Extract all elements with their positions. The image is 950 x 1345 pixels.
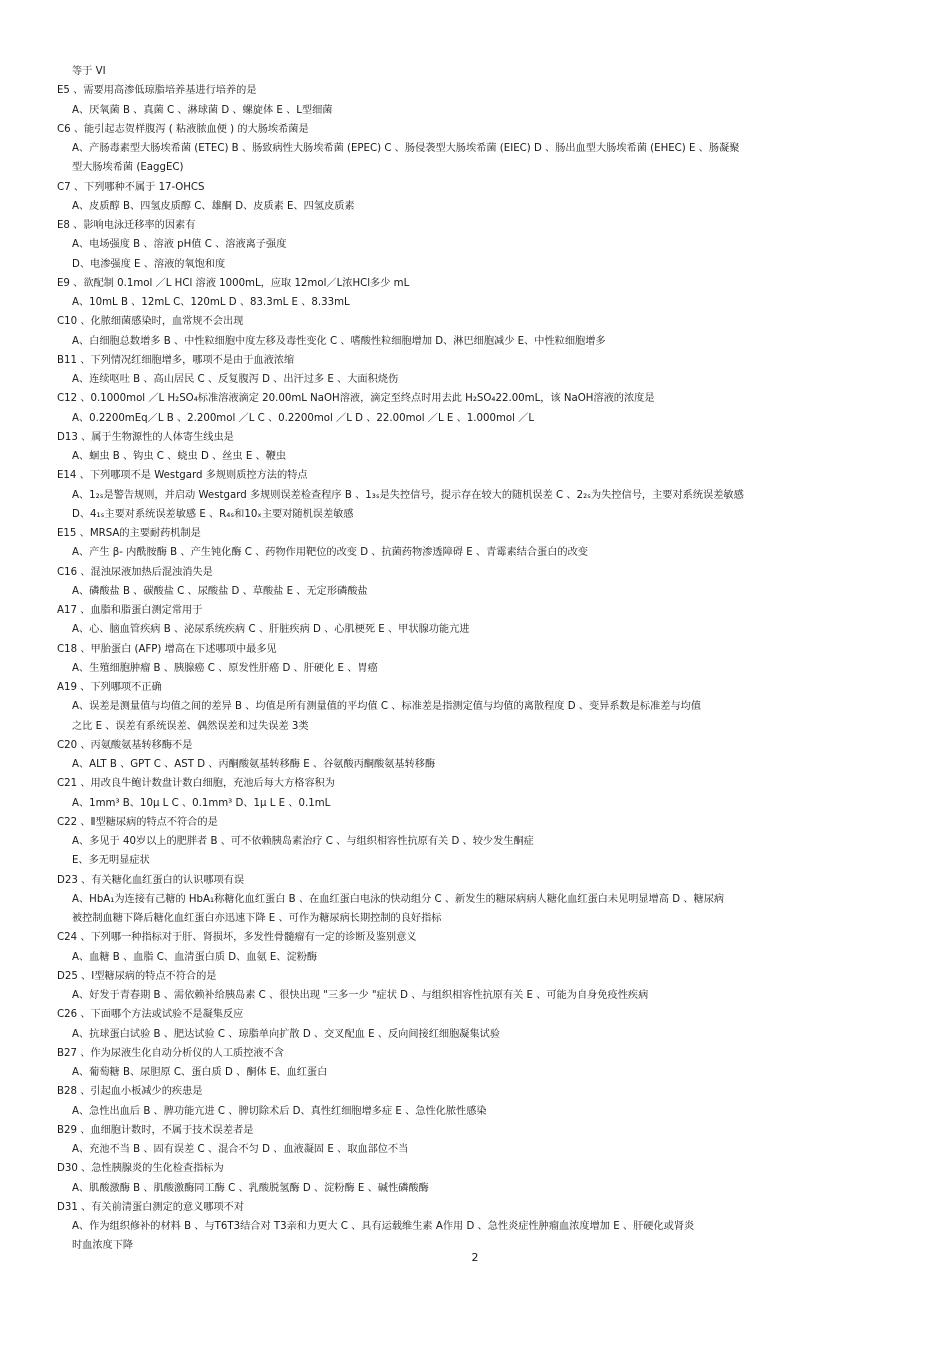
question-stem: C26 、下面哪个方法或试验不是凝集反应 <box>57 1009 244 1021</box>
option-line: E、多无明显症状 <box>72 855 150 867</box>
question-stem: B11 、下列情况红细胞增多，哪项不是由于血液浓缩 <box>57 354 295 366</box>
option-line: A、10mL B 、12mL C、120mL D 、83.3mL E 、8.33mL <box>72 297 350 308</box>
question-stem: C6 、能引起志贺样腹泻 ( 粘液脓血便 ) 的大肠埃希菌是 <box>57 123 309 135</box>
option-line: A、0.2200mEq／L B 、2.200mol ／L C 、0.2200mol ／L D 、22.00mol ／L E 、1.000mol ／L <box>72 412 535 424</box>
option-line: A、白细胞总数增多 B 、中性粒细胞中度左移及毒性变化 C 、嗜酸性粒细胞增加 D、淋巴细胞减少 E、中性粒细胞增多 <box>72 335 606 347</box>
option-line: A、抗球蛋白试验 B 、肥达试验 C 、琼脂单向扩散 D 、交叉配血 E 、反向间接红细胞凝集试验 <box>72 1028 501 1040</box>
option-line: A、产生 β- 内酰胺酶 B 、产生钝化酶 C 、药物作用靶位的改变 D 、抗菌药物渗透障碍 E 、青霉素结合蛋白的改变 <box>72 547 588 559</box>
option-continuation: 被控制血糖下降后糖化血红蛋白亦迅速下降 E 、可作为糖尿病长期控制的良好指标 <box>72 913 442 924</box>
question-stem: B29 、血细胞计数时，不属于技术误差者是 <box>57 1124 254 1136</box>
question-list <box>57 62 893 1256</box>
question-stem: E5 、需要用高渗低琼脂培养基进行培养的是 <box>57 85 257 97</box>
option-continuation: 型大肠埃希菌 (EaggEC) <box>72 162 184 174</box>
option-continuation: 时血浓度下降 <box>72 1240 134 1252</box>
option-line: A、皮质醇 B、四氢皮质醇 C、雄酮 D、皮质素 E、四氢皮质素 <box>72 200 355 212</box>
question-stem: E8 、影响电泳迁移率的因素有 <box>57 220 196 231</box>
question-stem: D13 、属于生物源性的人体寄生线虫是 <box>57 431 234 443</box>
option-line: A、心、脑血管疾病 B 、泌尿系统疾病 C 、肝脏疾病 D 、心肌梗死 E 、甲状腺功能亢进 <box>72 624 470 636</box>
question-stem: D30 、急性胰腺炎的生化检查指标为 <box>57 1163 224 1175</box>
question-stem: C18 、甲胎蛋白 (AFP) 增高在下述哪项中最多见 <box>57 643 277 655</box>
question-stem: C22 、Ⅱ型糖尿病的特点不符合的是 <box>57 816 218 828</box>
question-stem: C21 、用改良牛鲍计数盘计数白细胞，充池后每大方格容积为 <box>57 778 335 790</box>
question-stem: E15 、MRSA的主要耐药机制是 <box>57 528 201 539</box>
option-line: A、急性出血后 B 、脾功能亢进 C 、脾切除术后 D、真性红细胞增多症 E 、急性化脓性感染 <box>72 1105 487 1117</box>
option-line: A、厌氧菌 B 、真菌 C 、淋球菌 D 、螺旋体 E 、L型细菌 <box>72 104 333 116</box>
option-continuation: 之比 E 、误差有系统误差、偶然误差和过失误差 3类 <box>72 720 309 732</box>
question-stem: C20 、丙氨酸氨基转移酶不是 <box>57 739 193 751</box>
option-line: A、HbA₁为连接有己糖的 HbA₁称糖化血红蛋白 B 、在血红蛋白电泳的快动组分 C 、新发生的糖尿病病人糖化血红蛋白未见明显增高 D 、糖尿病 <box>72 893 725 905</box>
option-line: A、误差是测量值与均值之间的差异 B 、均值是所有测量值的平均值 C 、标准差是指测定值与均值的离散程度 D 、变异系数是标准差与均值 <box>72 701 702 713</box>
question-stem: C10 、化脓细菌感染时，血常规不会出现 <box>57 316 244 328</box>
option-line: A、血糖 B 、血脂 C、血清蛋白质 D、血氨 E、淀粉酶 <box>72 951 318 963</box>
option-line: D、电渗强度 E 、溶液的氧饱和度 <box>72 258 226 270</box>
question-stem: C24 、下列哪一种指标对于肝、肾损坏，多发性骨髓瘤有一定的诊断及鉴别意义 <box>57 932 417 944</box>
question-stem: B27 、作为尿液生化自动分析仪的人工质控液不含 <box>57 1047 284 1059</box>
option-line: A、作为组织修补的材料 B 、与T6T3结合对 T3亲和力更大 C 、具有运载维生素 A作用 D 、急性炎症性肿瘤血浓度增加 E 、肝硬化或肾炎 <box>72 1221 695 1232</box>
page-number: 2 <box>471 1251 479 1264</box>
option-line: A、充池不当 B 、固有误差 C 、混合不匀 D 、血液凝固 E 、取血部位不当 <box>72 1144 409 1155</box>
option-line: A、电场强度 B 、溶液 pH值 C 、溶液离子强度 <box>72 239 287 251</box>
option-line: A、磷酸盐 B 、碳酸盐 C 、尿酸盐 D 、草酸盐 E 、无定形磷酸盐 <box>72 585 368 597</box>
option-line: A、肌酸激酶 B 、肌酸激酶同工酶 C 、乳酸脱氢酶 D 、淀粉酶 E 、碱性磷酸酶 <box>72 1182 429 1194</box>
option-line: D、4₁ₛ主要对系统误差敏感 E 、R₄ₛ和10ₓ主要对随机误差敏感 <box>72 508 354 520</box>
option-line: A、1mm³ B、10μ L C 、0.1mm³ D、1μ L E 、0.1mL <box>72 797 331 809</box>
option-line: A、产肠毒素型大肠埃希菌 (ETEC) B 、肠致病性大肠埃希菌 (EPEC) C 、肠侵袭型大肠埃希菌 (EIEC) D 、肠出血型大肠埃希菌 (EHEC) E 、肠凝聚 <box>72 143 740 154</box>
option-line: A、连续呕吐 B 、高山居民 C 、反复腹泻 D 、出汗过多 E 、大面积烧伤 <box>72 374 399 385</box>
question-stem: D25 、Ⅰ型糖尿病的特点不符合的是 <box>57 970 217 982</box>
option-line: A、生殖细胞肿瘤 B 、胰腺癌 C 、原发性肝癌 D 、肝硬化 E 、胃癌 <box>72 662 378 674</box>
question-stem: C7 、下列哪种不属于 17-OHCS <box>57 181 205 193</box>
question-stem: D23 、有关糖化血红蛋白的认识哪项有误 <box>57 874 245 886</box>
option-line: A、1₂ₛ是警告规则，并启动 Westgard 多规则误差检查程序 B 、1₃ₛ是失控信号，提示存在较大的随机误差 C 、2₂ₛ为失控信号，主要对系统误差敏感 <box>72 489 744 501</box>
option-line: A、葡萄糖 B、尿胆原 C、蛋白质 D 、酮体 E、血红蛋白 <box>72 1067 328 1078</box>
question-stem: C12 、0.1000mol ／L H₂SO₄标准溶液滴定 20.00mL NaOH溶液，滴定至终点时用去此 H₂SO₄22.00mL，该 NaOH溶液的浓度是 <box>57 393 655 405</box>
question-stem: A17 、血脂和脂蛋白测定常用于 <box>57 605 203 616</box>
question-stem: C16 、混浊尿液加热后混浊消失是 <box>57 566 213 578</box>
option-line: 等于 VI <box>72 66 106 77</box>
question-stem: E9 、欲配制 0.1mol ／L HCl 溶液 1000mL，应取 12mol／L浓HCl多少 mL <box>57 277 410 289</box>
option-line: A、多见于 40岁以上的肥胖者 B 、可不依赖胰岛素治疗 C 、与组织相容性抗原有关 D 、较少发生酮症 <box>72 836 534 847</box>
question-stem: A19 、下列哪项不正确 <box>57 682 162 693</box>
option-line: A、ALT B 、GPT C 、AST D 、丙酮酸氨基转移酶 E 、谷氨酸丙酮酸氨基转移酶 <box>72 759 436 770</box>
question-stem: B28 、引起血小板减少的疾患是 <box>57 1086 203 1098</box>
option-line: A、好发于青春期 B 、需依赖补给胰岛素 C 、很快出现 "三多一少 "症状 D 、与组织相容性抗原有关 E 、可能为自身免疫性疾病 <box>72 990 649 1001</box>
question-stem: E14 、下列哪项不是 Westgard 多规则质控方法的特点 <box>57 470 308 482</box>
option-line: A、蛔虫 B 、钩虫 C 、蛲虫 D 、丝虫 E 、鞭虫 <box>72 451 287 462</box>
question-stem: D31 、有关前清蛋白测定的意义哪项不对 <box>57 1201 245 1213</box>
